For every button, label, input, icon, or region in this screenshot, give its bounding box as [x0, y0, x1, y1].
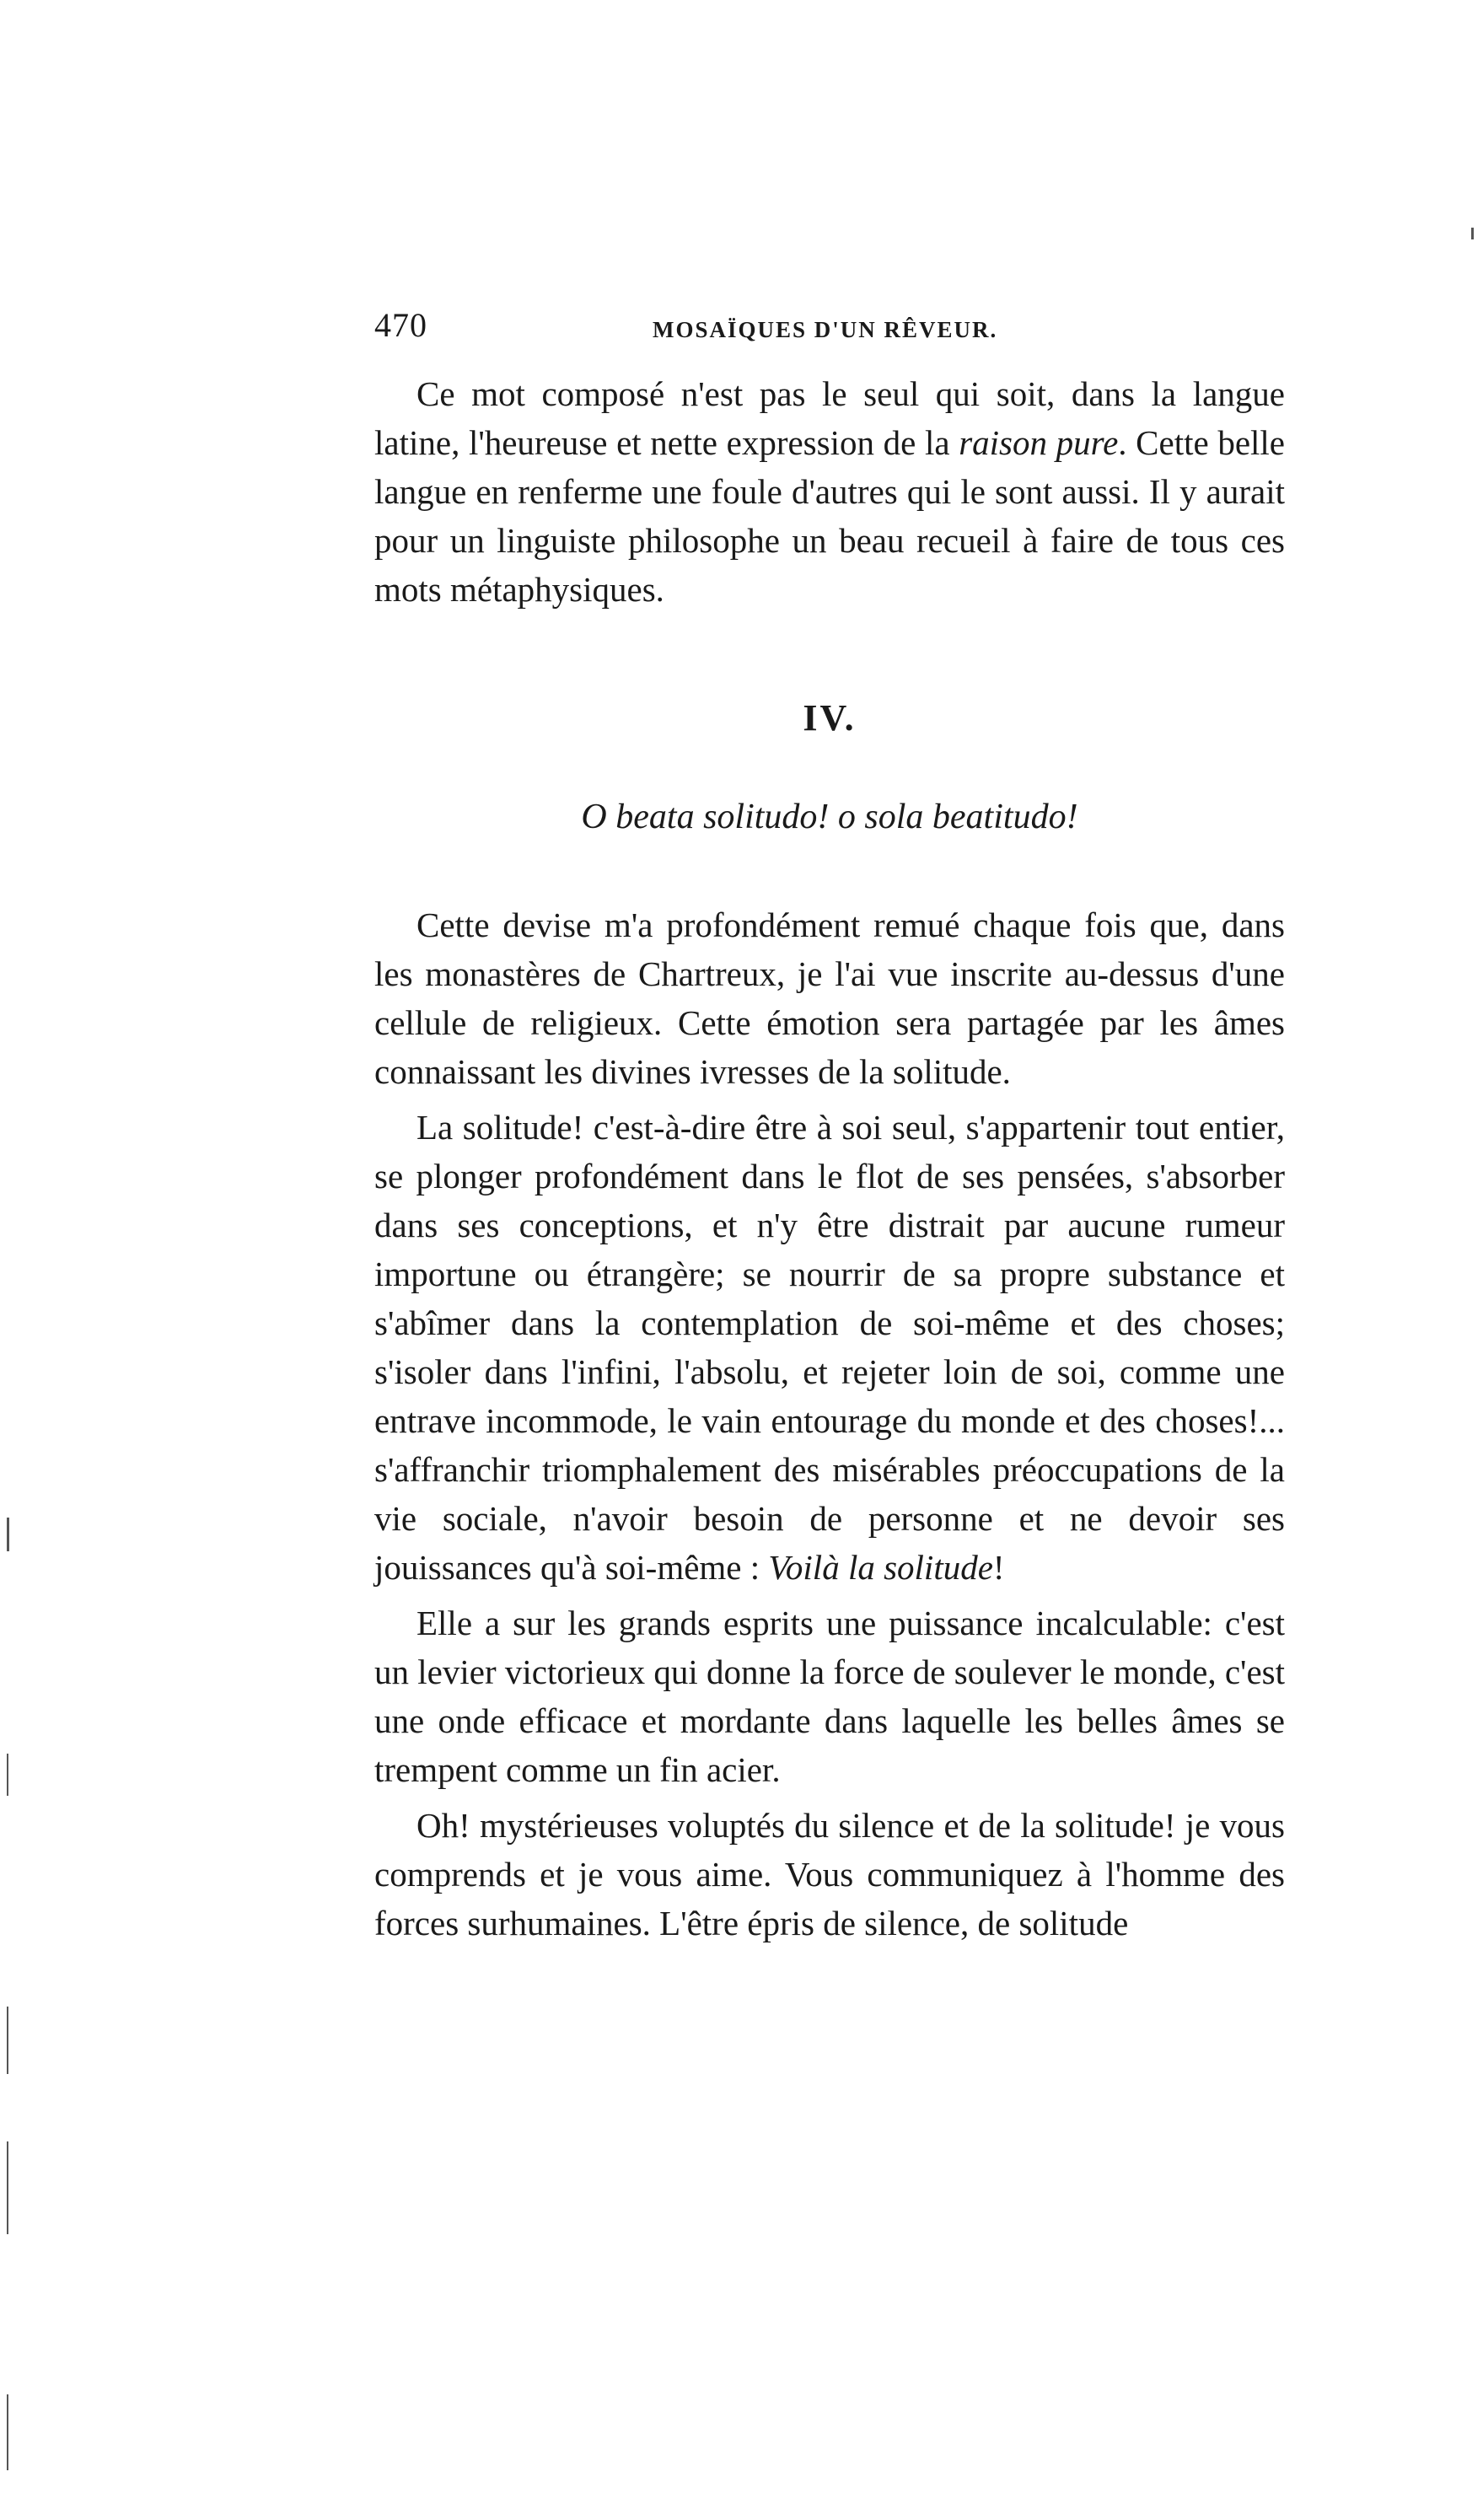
running-head: MOSAÏQUES D'UN RÊVEUR.	[653, 317, 998, 342]
paragraph: Oh! mystérieuses voluptés du silence et de la solitude! je vous comprends et je vous aime. Vous communiquez à l'homme des forces surhumaines. L'être épris de silence, de solitude	[374, 1806, 1285, 1942]
scan-mark	[7, 2394, 8, 2470]
intro-text-start: Ce mot composé n'est pas le seul qui soit, dans la langue latine, l'heureuse et nette expression de la	[374, 374, 1285, 462]
page-number: 470	[374, 306, 427, 344]
page-header	[374, 305, 1285, 356]
intro-paragraph	[374, 369, 1285, 614]
paragraph-text-end: !	[992, 1548, 1005, 1587]
paragraph	[374, 1103, 1285, 1592]
scan-mark	[7, 2007, 8, 2074]
section-heading: IV.	[803, 697, 857, 739]
scan-mark	[7, 1754, 8, 1796]
paragraph-italic-phrase: Voilà la solitude	[768, 1548, 993, 1587]
intro-text-end: . Cette belle langue en renferme une foule d'autres qui le sont aussi. Il y aurait pour un linguiste philosophe un beau recueil à faire de tous ces mots métaphysiques.	[374, 423, 1285, 609]
intro-text	[374, 369, 1285, 621]
scan-mark	[7, 2141, 8, 2234]
scan-mark	[7, 1518, 9, 1551]
paragraph: Cette devise m'a profondément remué chaque fois que, dans les monastères de Chartreux, je l'ai vue inscrite au-dessus d'une cellule de religieux. Cette émotion sera partagée par les âmes connaissant les divines ivresses de la solitude.	[374, 905, 1285, 1091]
paragraph-text-start: La solitude! c'est-à-dire être à soi seul, s'appartenir tout entier, se plonger profondément dans le flot de ses pensées, s'absorber dans ses conceptions, et n'y être distrait par aucune rumeur importune ou étrangère; se nourrir de sa propre substance et s'abîmer dans la contemplation de soi-même et des choses; s'isoler dans l'infini, l'absolu, et rejeter loin de soi, comme une entrave incommode, le vain entourage du monde et des choses!... s'affranchir triomphalement des misérables préoccupations de la vie sociale, n'avoir besoin de personne et ne devoir ses jouissances qu'à soi-même :	[374, 1108, 1285, 1587]
paragraph: Elle a sur les grands esprits une puissance incalculable: c'est un levier victorieux qui donne la force de soulever le monde, c'est une onde efficace et mordante dans laquelle les belles âmes se trempent comme un fin acier.	[374, 1604, 1285, 1789]
body-text	[374, 900, 1285, 1954]
intro-italic-phrase: raison pure	[959, 423, 1119, 462]
scan-mark	[1471, 228, 1474, 239]
epigraph: O beata solitudo! o sola beatitudo!	[581, 798, 1078, 836]
